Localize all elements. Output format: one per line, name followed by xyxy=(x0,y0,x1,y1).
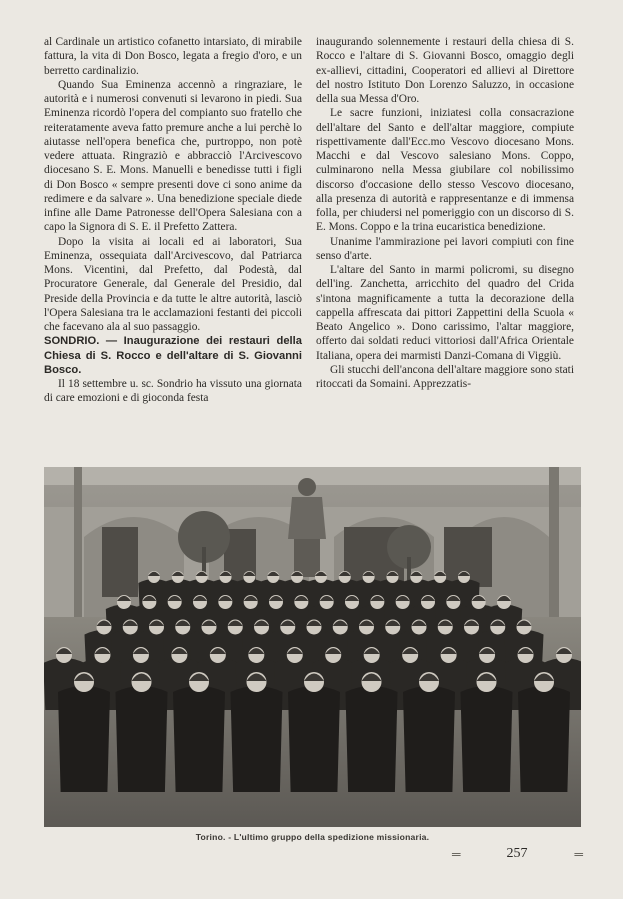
person-body xyxy=(518,686,570,792)
footer-ornament-right: ═ xyxy=(574,846,582,861)
page-footer xyxy=(452,846,582,862)
person-body xyxy=(403,686,455,792)
footer-ornament-left: ═ xyxy=(452,846,460,861)
person-body xyxy=(288,686,340,792)
paragraph: Le sacre funzioni, iniziatesi colla consacrazione dell'altare del Santo e dell'altar maggiore, compiute rispettivamente dall'Ecc.mo Vescovo diocesano Mons. Macchi e dal Vescovo salesiano Mons. Coppo, culminarono nella Messa giubilare col nobilissimo discorso d'occasione dello stesso Vescovo diocesano, alla presenza di autorità e rappresentanze e di immensa folla, per chiudersi nel pomeriggio con un discorso di S. E. Mons. Coppo e la trina eucaristica benedizione. xyxy=(316,107,574,234)
person-body xyxy=(346,686,398,792)
section-heading: SONDRIO. — Inaugurazione dei restauri della Chiesa di S. Rocco e dell'altare di S. Giovanni Bosco. xyxy=(44,335,302,376)
page-number: 257 xyxy=(506,846,528,861)
person-body xyxy=(231,686,283,792)
paragraph: Quando Sua Eminenza accennò a ringraziare, le autorità e i numerosi convenuti si levarono in piedi. Sua Eminenza ricordò l'opera del compianto suo fratello che reiteratamente aveva fatto premure anche a lui perchè lo aiutasse nell'opera benefica che, purtroppo, non potè vedere attuata. Ringraziò e abbracciò l'Arcivescovo diocesano S. E. Mons. Manuelli e benedisse tutti i figli di Don Bosco « sempre presenti dove ci sono anime da redimere e da salvare ». Una benedizione speciale diede infine alle Dame Patronesse dell'Opera Salesiana con a capo la Signora di S. E. il Prefetto Zattera. xyxy=(44,78,302,234)
crowd xyxy=(44,571,581,792)
photo-caption: Torino. - L'ultimo gruppo della spedizione missionaria. xyxy=(195,832,430,842)
person-body xyxy=(58,686,110,792)
paragraph: al Cardinale un artistico cofanetto intarsiato, di mirabile fattura, la vita di Don Bosco, legata a fregio d'oro, e un berretto cardinalizio. xyxy=(44,36,302,77)
person-body xyxy=(116,686,168,792)
left-column xyxy=(44,35,302,406)
paragraph: Il 18 settembre u. sc. Sondrio ha vissuto una giornata di care emozioni e di gioconda festa xyxy=(44,378,302,405)
paragraph: Gli stucchi dell'ancona dell'altare maggiore sono stati ritoccati da Somaini. Apprezzatis- xyxy=(316,363,574,390)
paragraph: Unanime l'ammirazione pei lavori compiuti con fine senso d'arte. xyxy=(316,235,574,262)
paragraph: Dopo la visita ai locali ed ai laboratori, Sua Eminenza, ossequiata dall'Arcivescovo, dal Patriarca Mons. Vicentini, dal Prefetto, dal Podestà, dal Procuratore Generale, dal Generale del Presidio, dal Preside della Provincia e da tutte le altre autorità, lasciò l'Opera Salesiana tra le acclamazioni festanti dei piccoli che facevano ala al suo passaggio. xyxy=(44,235,302,333)
group-photo xyxy=(44,467,581,827)
right-column xyxy=(316,35,574,391)
paragraph: L'altare del Santo in marmi policromi, su disegno dell'ing. Zanchetta, arricchito del quadro del Crida s'intona magnificamente a tutta la decorazione della cappella affrescata dai pittori Zappettini della Scuola « Beato Angelico ». Dono carissimo, l'altar maggiore, offerto dai soldati reduci vittoriosi dall'Africa Orientale Italiana, opera dei marmisti Danzi-Comana di Viggiù. xyxy=(316,264,574,362)
group-photo-illustration xyxy=(44,467,581,827)
person-body xyxy=(461,686,513,792)
person-body xyxy=(173,686,225,792)
paragraph: inaugurando solennemente i restauri della chiesa di S. Rocco e l'altare di S. Giovanni Bosco, omaggio degli ex-allievi, cittadini, Cooperatori ed allievi al Direttore del nostro Istituto Don Lorenzo Saluzzo, in occasione della sua Messa d'Oro. xyxy=(316,36,574,105)
